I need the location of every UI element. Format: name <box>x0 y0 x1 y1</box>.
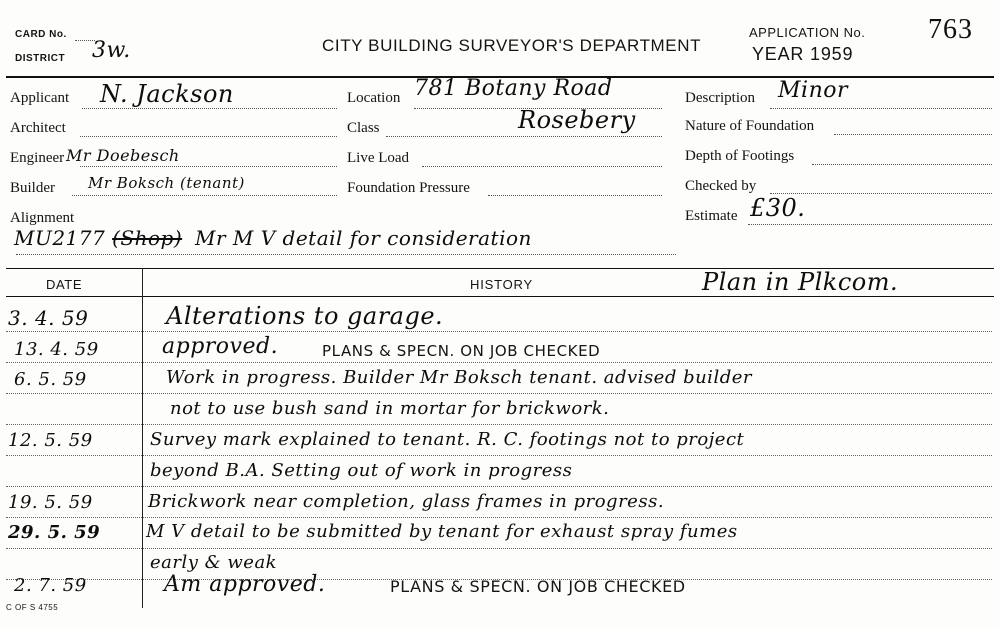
estimate-line <box>748 224 992 225</box>
history-date: 3. 4. 59 <box>8 306 89 330</box>
checked-by-label: Checked by <box>685 178 757 194</box>
history-date: 2. 7. 59 <box>14 575 87 596</box>
row-line <box>6 424 992 425</box>
builder-label: Builder <box>10 180 55 196</box>
history-text: Alterations to garage. <box>166 302 444 330</box>
date-header: DATE <box>46 277 83 292</box>
history-stamp: PLANS & SPECN. ON JOB CHECKED <box>390 577 686 596</box>
history-date: 19. 5. 59 <box>8 492 93 513</box>
row-line <box>6 548 992 549</box>
district-value: 3w. <box>92 38 131 63</box>
live-load-label: Live Load <box>347 150 410 166</box>
history-text: not to use bush sand in mortar for brickwork. <box>170 398 610 419</box>
history-text: Work in progress. Builder Mr Boksch tenant. advised builder <box>166 367 752 388</box>
builder-value: Mr Boksch (tenant) <box>88 174 245 192</box>
class-line <box>386 136 662 137</box>
alignment-line <box>16 254 676 255</box>
date-column-divider <box>142 268 143 608</box>
live-load-line <box>422 166 662 167</box>
application-number: 763 <box>928 14 973 45</box>
history-text: M V detail to be submitted by tenant for exhaust spray fumes <box>146 521 738 542</box>
history-text: Brickwork near completion, glass frames in progress. <box>148 491 665 512</box>
foundation-pressure-label: Foundation Pressure <box>347 180 470 196</box>
alignment-struck: (Shop) <box>112 226 183 250</box>
location-value-1: 781 Botany Road <box>414 76 613 101</box>
description-label: Description <box>685 90 755 106</box>
row-line <box>6 517 992 518</box>
applicant-label: Applicant <box>10 90 70 106</box>
history-date: 6. 5. 59 <box>14 369 87 390</box>
history-stamp: PLANS & SPECN. ON JOB CHECKED <box>322 342 601 360</box>
engineer-line <box>80 166 337 167</box>
alignment-value <box>14 226 532 250</box>
architect-line <box>80 136 337 137</box>
estimate-label: Estimate <box>685 208 738 224</box>
architect-label: Architect <box>10 120 66 136</box>
alignment-label: Alignment <box>10 210 75 226</box>
card-no-label: CARD No. <box>15 29 67 40</box>
row-line <box>6 455 992 456</box>
description-value: Minor <box>778 78 848 103</box>
history-header: HISTORY <box>470 277 533 292</box>
alignment-note: Mr M V detail for consideration <box>194 226 532 250</box>
history-header-rule <box>6 296 994 297</box>
form-code: C OF S 4755 <box>6 603 59 612</box>
row-line <box>6 362 992 363</box>
nature-of-foundation-line <box>834 134 992 135</box>
applicant-line <box>82 108 337 109</box>
class-label: Class <box>347 120 380 136</box>
nature-of-foundation-label: Nature of Foundation <box>685 118 815 134</box>
foundation-pressure-line <box>488 195 662 196</box>
estimate-value: £30. <box>750 194 806 222</box>
row-line <box>6 393 992 394</box>
description-line <box>770 108 992 109</box>
plan-note: Plan in Plkcom. <box>702 268 899 296</box>
history-text: Am approved. <box>164 572 326 597</box>
engineer-value: Mr Doebesch <box>66 146 180 165</box>
history-date: 13. 4. 59 <box>14 339 99 360</box>
history-text: approved. <box>162 334 279 359</box>
depth-of-footings-line <box>812 164 992 165</box>
applicant-value: N. Jackson <box>100 80 234 108</box>
engineer-label: Engineer <box>10 150 65 166</box>
builder-line <box>72 195 337 196</box>
application-label: APPLICATION No. <box>749 25 866 40</box>
department-title: CITY BUILDING SURVEYOR'S DEPARTMENT <box>322 36 702 55</box>
district-label: DISTRICT <box>15 53 66 64</box>
history-text: beyond B.A. Setting out of work in progress <box>150 460 573 481</box>
history-date: 12. 5. 59 <box>8 430 93 451</box>
row-line <box>6 486 992 487</box>
depth-of-footings-label: Depth of Footings <box>685 148 795 164</box>
location-label: Location <box>347 90 401 106</box>
history-text: Survey mark explained to tenant. R. C. footings not to project <box>150 429 745 450</box>
alignment-ref: MU2177 <box>14 226 113 250</box>
history-text: early & weak <box>150 552 278 573</box>
history-date: 29. 5. 59 <box>8 522 101 543</box>
row-line <box>6 331 992 332</box>
year-label: YEAR 1959 <box>752 44 854 64</box>
location-value-2: Rosebery <box>518 106 636 134</box>
